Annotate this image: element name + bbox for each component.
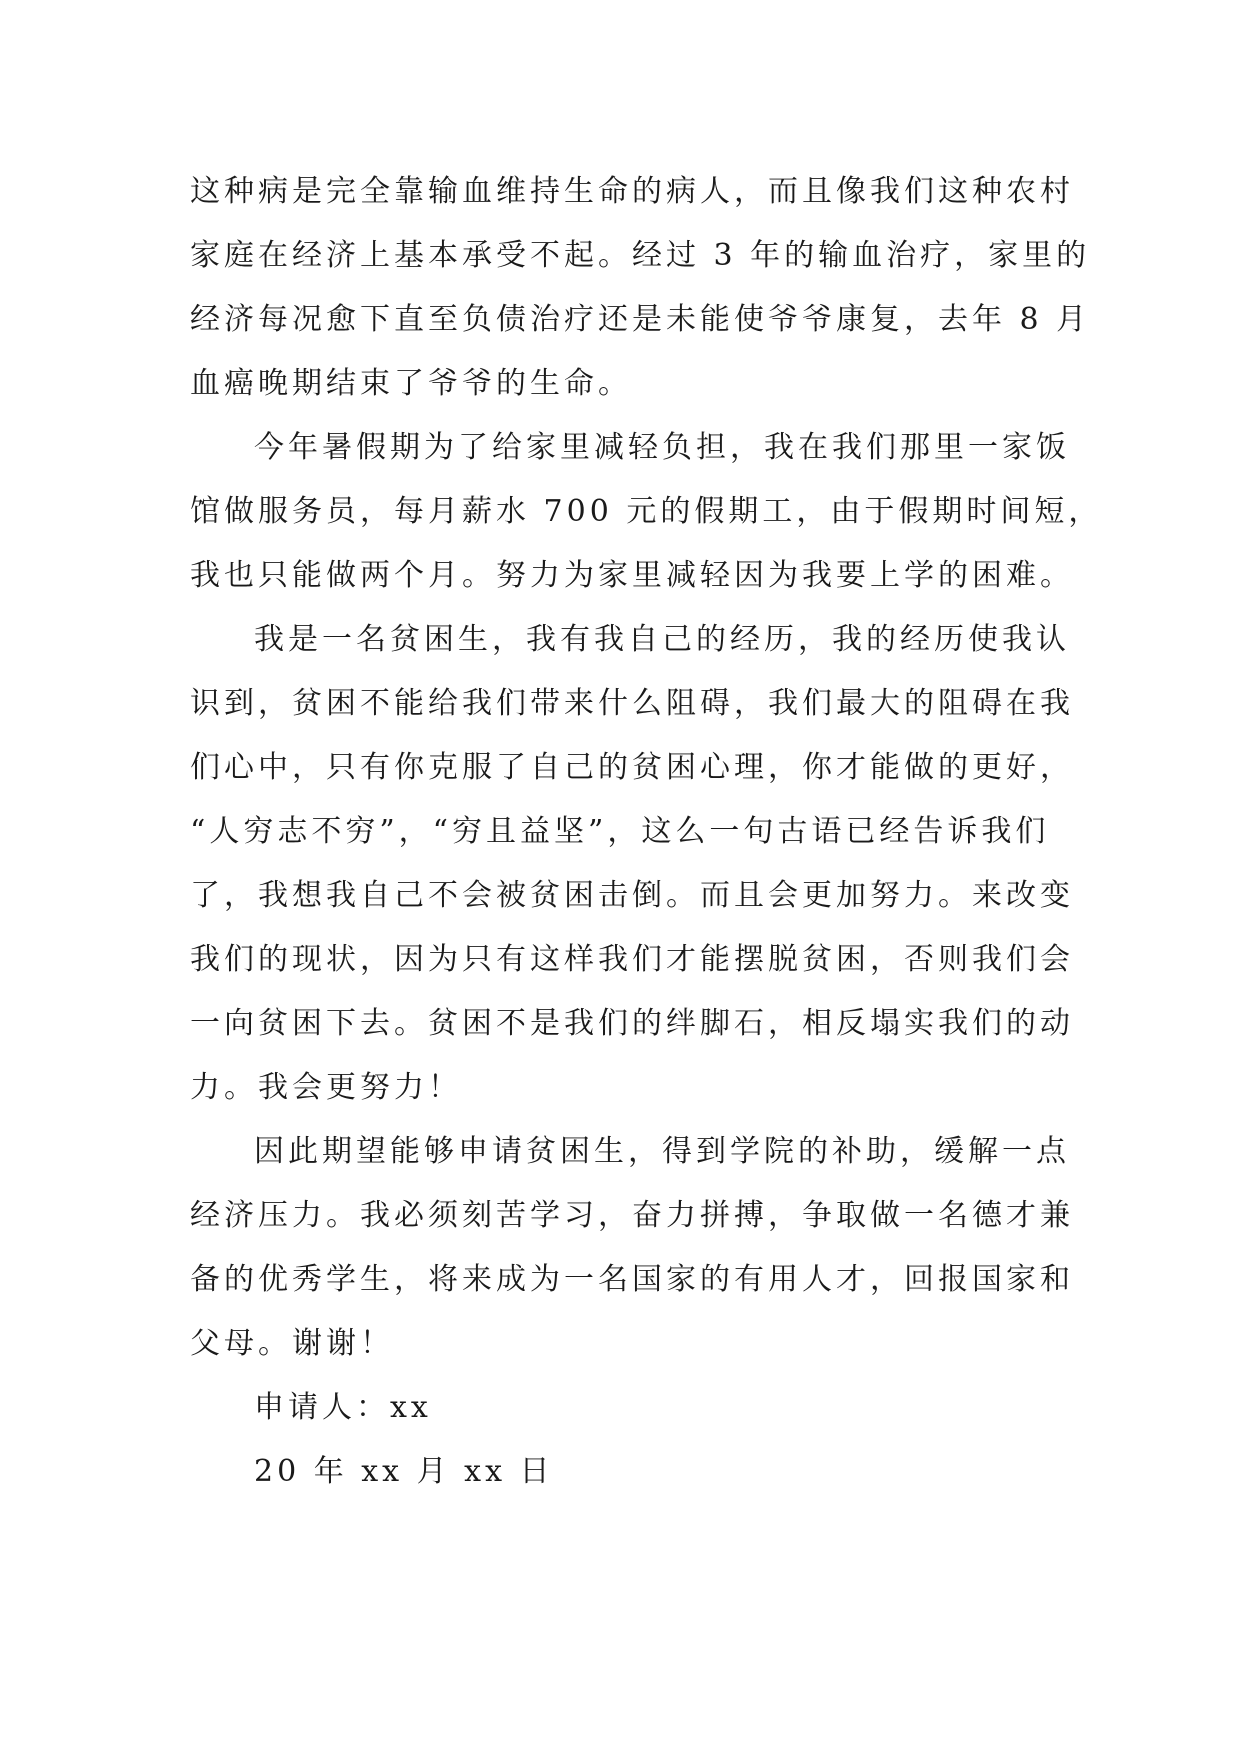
text-line: 力。我会更努力！ [190, 1070, 462, 1105]
text-line: 备的优秀学生，将来成为一名国家的有用人才，回报国家和 [190, 1262, 1074, 1297]
text-line: “人穷志不穷”，“穷且益坚”，这么一句古语已经告诉我们 [190, 814, 1050, 849]
text-line: 经济每况愈下直至负债治疗还是未能使爷爷康复，去年 8 月 [190, 302, 1091, 337]
text-line: 因此期望能够申请贫困生，得到学院的补助，缓解一点 [254, 1134, 1070, 1169]
text-line: 这种病是完全靠输血维持生命的病人，而且像我们这种农村 [190, 174, 1074, 209]
text-line: 血癌晚期结束了爷爷的生命。 [190, 366, 632, 401]
text-line: 了，我想我自己不会被贫困击倒。而且会更加努力。来改变 [190, 878, 1074, 913]
text-line: 们心中，只有你克服了自己的贫困心理，你才能做的更好， [190, 750, 1074, 785]
text-line: 今年暑假期为了给家里减轻负担，我在我们那里一家饭 [254, 430, 1070, 465]
paragraph [190, 1120, 1074, 1376]
document-body [190, 160, 1103, 1504]
text-line: 我们的现状，因为只有这样我们才能摆脱贫困，否则我们会 [190, 942, 1074, 977]
text-line: 父母。谢谢！ [190, 1326, 394, 1361]
text-line: 经济压力。我必须刻苦学习，奋力拼搏，争取做一名德才兼 [190, 1198, 1074, 1233]
date-line: 20 年 xx 月 xx 日 [254, 1454, 554, 1489]
paragraph [190, 608, 1074, 1120]
paragraph [190, 416, 1103, 608]
signature-line: 申请人：xx [254, 1390, 432, 1425]
text-line: 家庭在经济上基本承受不起。经过 3 年的输血治疗，家里的 [190, 238, 1091, 273]
text-line: 我是一名贫困生，我有我自己的经历，我的经历使我认 [254, 622, 1070, 657]
text-line: 馆做服务员，每月薪水 700 元的假期工，由于假期时间短， [190, 494, 1103, 529]
text-line: 识到，贫困不能给我们带来什么阻碍，我们最大的阻碍在我 [190, 686, 1074, 721]
paragraph [190, 160, 1091, 416]
text-line: 一向贫困下去。贫困不是我们的绊脚石，相反塌实我们的动 [190, 1006, 1074, 1041]
text-line: 我也只能做两个月。努力为家里减轻因为我要上学的困难。 [190, 558, 1074, 593]
